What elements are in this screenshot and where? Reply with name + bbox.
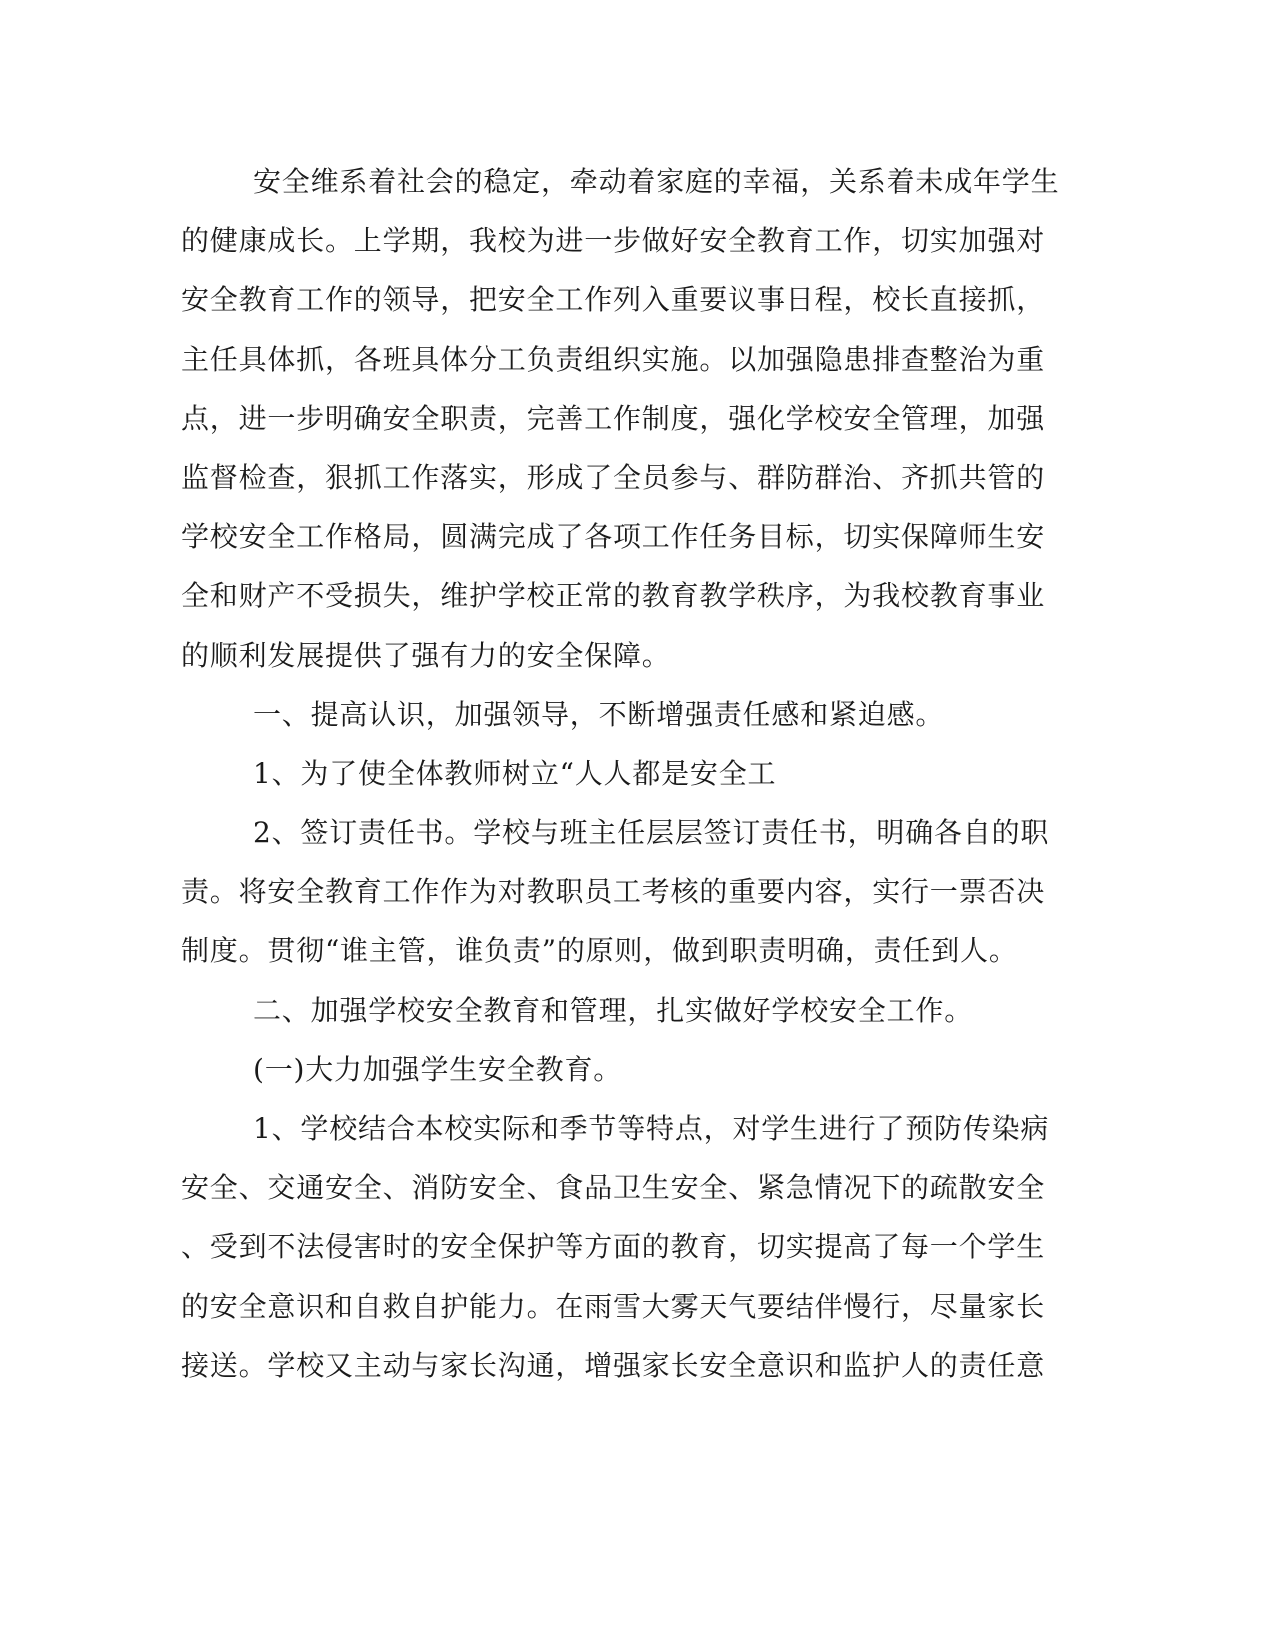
subsection-heading-1: (一)大力加强学生安全教育。 [253,1052,623,1086]
text-line: 1、为了使全体教师树立“人人都是安全工 [253,756,777,790]
text-line: 安全、交通安全、消防安全、食品卫生安全、紧急情况下的疏散安全 [181,1171,1046,1205]
text-line: 的顺利发展提供了强有力的安全保障。 [181,638,671,672]
section-heading-1: 一、提高认识，加强领导，不断增强责任感和紧迫感。 [253,697,945,731]
text-line: 全和财产不受损失，维护学校正常的教育教学秩序，为我校教育事业 [181,579,1046,613]
text-line: 制度。贯彻“谁主管，谁负责”的原则，做到职责明确，责任到人。 [181,934,1018,968]
text-line: 安全教育工作的领导，把安全工作列入重要议事日程，校长直接抓， [181,283,1046,317]
text-line: 主任具体抓，各班具体分工负责组织实施。以加强隐患排查整治为重 [181,342,1046,376]
text-line: 的安全意识和自救自护能力。在雨雪大雾天气要结伴慢行，尽量家长 [181,1289,1046,1323]
text-line: 点，进一步明确安全职责，完善工作制度，强化学校安全管理，加强 [181,401,1046,435]
text-line: 1、学校结合本校实际和季节等特点，对学生进行了预防传染病 [253,1112,1050,1145]
text-line: 安全维系着社会的稳定，牵动着家庭的幸福，关系着未成年学生 [253,165,1060,198]
section-heading-2: 二、加强学校安全教育和管理，扎实做好学校安全工作。 [253,993,974,1027]
text-line: 监督检查，狠抓工作落实，形成了全员参与、群防群治、齐抓共管的 [181,460,1046,494]
text-line: 学校安全工作格局，圆满完成了各项工作任务目标，切实保障师生安 [181,520,1046,554]
text-line: 2、签订责任书。学校与班主任层层签订责任书，明确各自的职 [253,816,1050,850]
text-line: 接送。学校又主动与家长沟通，增强家长安全意识和监护人的责任意 [181,1348,1046,1382]
text-line: 、受到不法侵害时的安全保护等方面的教育，切实提高了每一个学生 [181,1230,1046,1264]
text-line: 责。将安全教育工作作为对教职员工考核的重要内容，实行一票否决 [181,875,1046,909]
text-line: 的健康成长。上学期，我校为进一步做好安全教育工作，切实加强对 [181,224,1046,258]
document-body [181,152,1060,1395]
